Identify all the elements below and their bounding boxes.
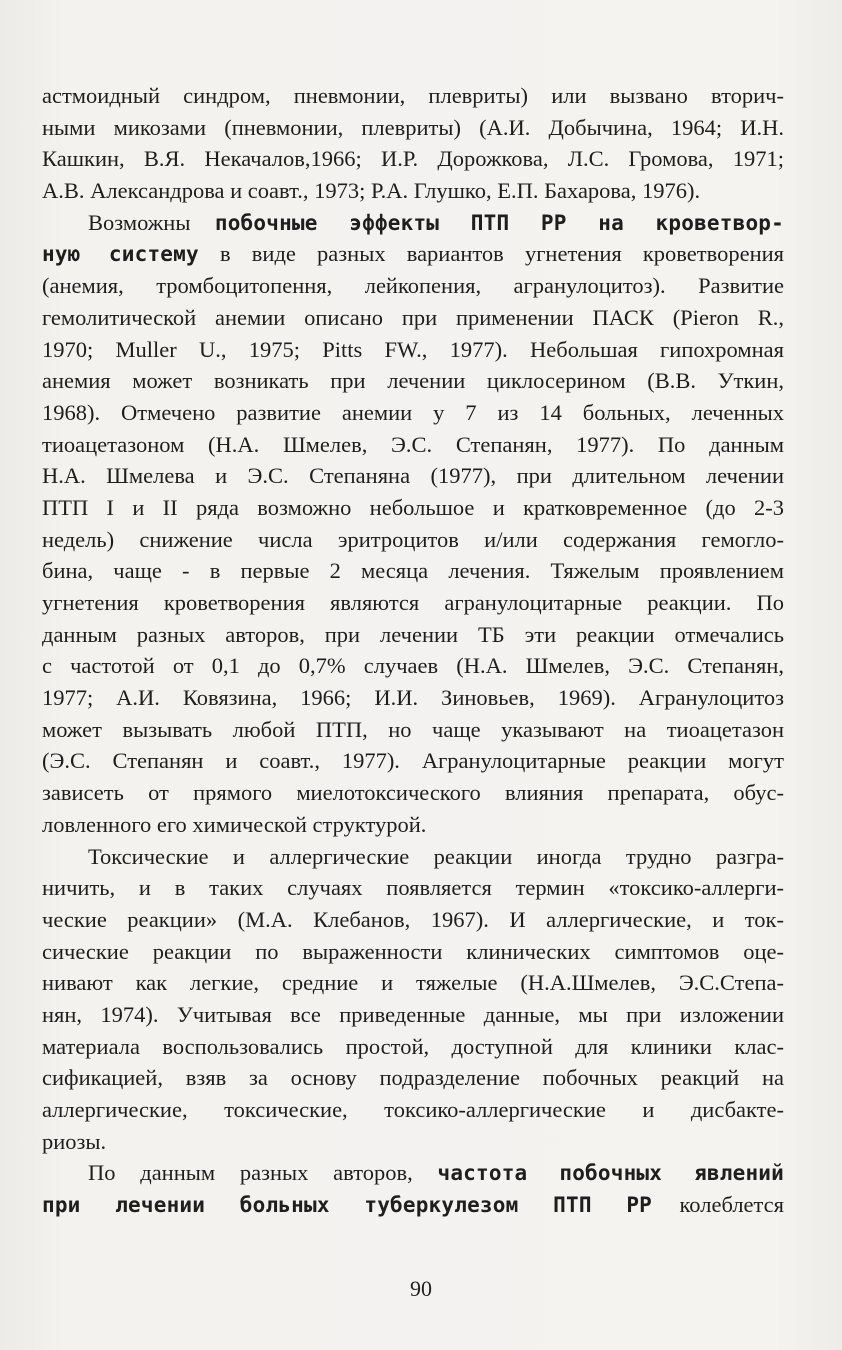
text-line: аллергические, токсические, токсико-аллергические и дисбакте- [42,1097,784,1122]
text-line: (анемия, тромбоцитопення, лейкопения, агранулоцитоз). Развитие [42,273,784,299]
text-line: По данным разных авторов, частота побочных явлений [88,1160,784,1186]
text-line: зависеть от прямого миелотоксического влияния препарата, обус- [42,780,784,806]
text-line: ловленного его химической структурой. [42,811,427,837]
text-line: риозы. [42,1128,107,1154]
text-line: Н.А. Шмелева и Э.С. Степаняна (1977), при длительном лечении [42,463,784,489]
text-line: астмоидный синдром, пневмонии, плевриты) или вызвано вторич- [42,83,784,108]
text-line: сификацией, взяв за основу подразделение побочных реакций на [42,1065,784,1091]
text-line: ными микозами (пневмонии, плевриты) (А.И. Добычина, 1964; И.Н. [42,114,784,140]
text-line: при лечении больных туберкулезом ПТП РР колеблется [42,1192,784,1218]
text-line: данным разных авторов, при лечении ТБ эти реакции отмечались [42,621,784,647]
text-line: может вызывать любой ПТП, но чаще указывают на тиоацетазон [42,716,784,742]
text-line: нян, 1974). Учитывая все приведенные данные, мы при изложении [42,1001,784,1027]
text-line: Возможны побочные эффекты ПТП РР на кроветвор- [88,209,784,235]
text-line: Кашкин, В.Я. Некачалов,1966; И.Р. Дорожкова, Л.С. Громова, 1971; [42,146,784,172]
page-number: 90 [410,1276,432,1301]
text-line: бина, чаще - в первые 2 месяца лечения. Тяжелым проявлением [42,558,784,584]
text-line: нивают как легкие, средние и тяжелые (Н.А.Шмелев, Э.С.Степа- [42,970,784,996]
text-line: ПТП I и II ряда возможно небольшое и кратковременное (до 2-3 [42,494,784,520]
text-line: тиоацетазоном (Н.А. Шмелев, Э.С. Степанян, 1977). По данным [42,431,784,457]
text-line: угнетения кроветворения являются агранулоцитарные реакции. По [42,590,784,615]
body-text [42,80,784,1221]
text-line: гемолитической анемии описано при применении ПАСК (Pieron R., [42,304,784,330]
text-line: А.В. Александрова и соавт., 1973; Р.А. Глушко, Е.П. Бахарова, 1976). [42,178,701,204]
text-line: недель) снижение числа эритроцитов и/или содержания гемогло- [42,526,784,552]
text-line: Токсические и аллергические реакции иногда трудно разгра- [88,843,784,869]
text-line: анемия может возникать при лечении циклосерином (В.В. Уткин, [42,368,784,394]
text-line: 1977; А.И. Ковязина, 1966; И.И. Зиновьев, 1969). Агранулоцитоз [42,685,784,711]
text-line: ческие реакции» (М.А. Клебанов, 1967). И аллергические, и ток- [42,906,784,932]
text-line: с частотой от 0,1 до 0,7% случаев (Н.А. Шмелев, Э.С. Степанян, [42,653,784,679]
text-line: ничить, и в таких случаях появляется термин «токсико-аллерги- [42,875,784,901]
text-line: (Э.С. Степанян и соавт., 1977). Агранулоцитарные реакции могут [42,748,784,774]
text-line: материала воспользовались простой, доступной для клиники клас- [42,1033,784,1059]
text-line: ную систему в виде разных вариантов угнетения кроветворения [42,241,785,267]
text-line: сические реакции по выраженности клинических симптомов оце- [42,938,784,964]
bold-emphasis: частота побочных явлений [437,1161,784,1186]
bold-emphasis: при лечении больных туберкулезом ПТП РР [42,1193,653,1218]
text-line: 1968). Отмечено развитие анемии у 7 из 14 больных, леченных [42,399,784,425]
text-line: 1970; Muller U., 1975; Pitts FW., 1977). Небольшая гипохромная [42,336,784,362]
bold-emphasis: побочные эффекты ПТП РР на кроветвор- [214,210,784,235]
bold-emphasis: ную систему [42,242,199,267]
